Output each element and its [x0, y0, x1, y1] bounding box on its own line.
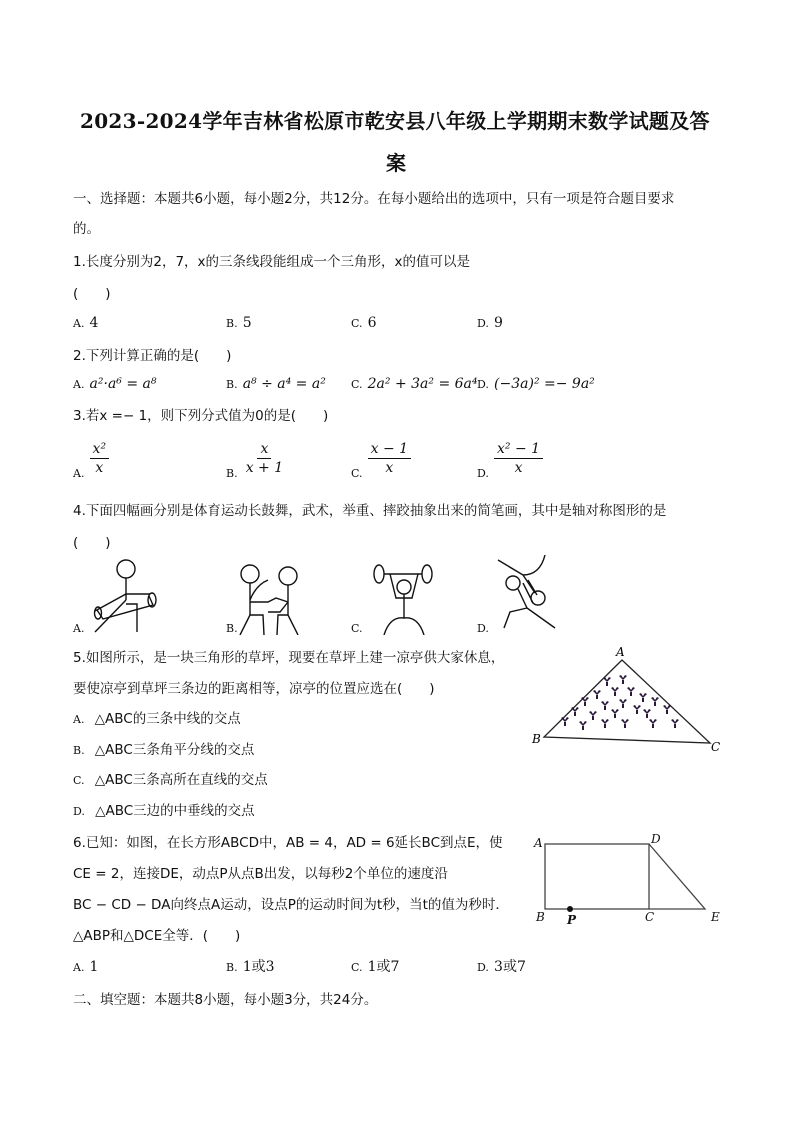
q6-stem-line3: BC − CD − DA向终点A运动，设点P的运动时间为t秒，当t的值为秒时． — [73, 897, 509, 913]
q6-option-a[interactable]: A. 1 — [73, 959, 99, 975]
q2-stem: 2.下列计算正确的是( ) — [73, 348, 232, 364]
wrestling-figures-icon[interactable] — [490, 555, 570, 635]
document-title-line1: 2023-2024学年吉林省松原市乾安县八年级上学期期末数学试题及答 — [80, 109, 710, 133]
q3-option-b[interactable]: $_{B.}$ $\frac{x}{x + 1}$ — [226, 440, 286, 480]
q1-option-c[interactable]: C. 6 — [351, 315, 377, 331]
document-title-line2: 案 — [386, 151, 407, 175]
triangle-abc — [544, 660, 710, 743]
vertex-label-a: A — [616, 645, 625, 659]
q5-option-c[interactable]: C. △ABC三条高所在直线的交点 — [73, 772, 268, 788]
q5-stem-line1: 5.如图所示，是一块三角形的草坪，现要在草坪上建一凉亭供大家休息， — [73, 650, 505, 666]
martial-arts-figures-icon[interactable] — [238, 560, 318, 635]
q1-option-b[interactable]: B. 5 — [226, 315, 252, 331]
fraction: $\frac{x}{x + 1}$ — [245, 441, 284, 476]
q2-option-b[interactable]: B. a⁸ ÷ a⁴ = a² — [226, 376, 326, 392]
q6-option-d[interactable]: D. 3或7 — [477, 959, 526, 975]
q5-stem-line2: 要使凉亭到草坪三条边的距离相等，凉亭的位置应选在( ) — [73, 681, 435, 697]
q3-option-c[interactable]: $_{C.}$ $\frac{x - 1}{x}$ — [351, 440, 411, 480]
triangle-lawn-figure — [525, 640, 740, 760]
q2-option-c[interactable]: C. 2a² + 3a² = 6a⁴ — [351, 376, 478, 392]
q5-option-b[interactable]: B. △ABC三条角平分线的交点 — [73, 742, 255, 758]
q1-answer-paren: ( ) — [73, 286, 111, 302]
vertex-label-c: C — [711, 740, 721, 754]
weightlifting-figure-icon[interactable] — [368, 560, 448, 635]
q1-option-a[interactable]: A. 4 — [73, 315, 99, 331]
rectangle-abcd-figure — [525, 825, 740, 935]
q1-option-d[interactable]: D. 9 — [477, 315, 503, 331]
section1-instructions: 一、选择题：本题共6小题，每小题2分，共12分。在每小题给出的选项中，只有一项是符合题目要求 — [73, 191, 675, 207]
rectangle-abcd — [545, 844, 649, 909]
vertex-label-b: B — [532, 732, 541, 746]
vertex-label-c: C — [645, 910, 655, 924]
q6-option-b[interactable]: B. 1或3 — [226, 959, 275, 975]
q6-stem-line2: CE = 2，连接DE，动点P从点B出发，以每秒2个单位的速度沿 — [73, 866, 448, 882]
q3-option-d[interactable]: $_{D.}$ $\frac{\text{x² − 1}}{x}$ — [477, 440, 543, 480]
q2-option-a[interactable]: A. a²·a⁶ = a⁸ — [73, 376, 157, 392]
point-p — [567, 906, 573, 912]
q4-stem: 4.下面四幅画分别是体育运动长鼓舞，武术，举重、摔跤抽象出来的简笔画，其中是轴对称图形的是 — [73, 503, 667, 519]
vertex-label-a: A — [534, 836, 543, 850]
vertex-label-d: D — [651, 832, 661, 846]
q5-option-d[interactable]: D. △ABC三边的中垂线的交点 — [73, 803, 255, 819]
q6-option-c[interactable]: C. 1或7 — [351, 959, 400, 975]
section2-instructions: 二、填空题：本题共8小题，每小题3分，共24分。 — [73, 992, 378, 1008]
triangle-dce — [649, 844, 705, 909]
q6-stem-line1: 6.已知：如图，在长方形ABCD中，AB = 4，AD = 6延长BC到点E，使 — [73, 835, 503, 851]
fraction: $\frac{\text{x²}}{x}$ — [90, 440, 110, 477]
q1-stem: 1.长度分别为2，7，x的三条线段能组成一个三角形，x的值可以是 — [73, 254, 471, 270]
q4-answer-paren: ( ) — [73, 535, 111, 551]
q4-option-c-label[interactable]: C. — [351, 622, 363, 635]
point-label-p: P — [567, 913, 577, 927]
long-drum-dance-figure-icon[interactable] — [85, 555, 165, 635]
vertex-label-b: B — [536, 910, 545, 924]
q2-option-d[interactable]: D. (−3a)² =− 9a² — [477, 376, 595, 392]
q3-stem: 3.若x =− 1，则下列分式值为0的是( ) — [73, 408, 329, 424]
fraction: $\frac{\text{x² − 1}}{x}$ — [494, 440, 543, 477]
q4-option-d-label[interactable]: D. — [477, 622, 489, 635]
fraction: $\frac{x - 1}{x}$ — [368, 440, 411, 477]
section1-instructions-cont: 的。 — [73, 221, 100, 237]
q6-stem-line4: △ABP和△DCE全等．( ) — [73, 928, 241, 944]
q5-option-a[interactable]: A. △ABC的三条中线的交点 — [73, 711, 241, 727]
q3-option-a[interactable]: $_{A.}$ $\frac{\text{x²}}{x}$ — [73, 440, 109, 480]
q4-option-b-label[interactable]: B. — [226, 622, 238, 635]
vertex-label-e: E — [711, 910, 720, 924]
q4-option-a-label[interactable]: A. — [73, 622, 85, 635]
